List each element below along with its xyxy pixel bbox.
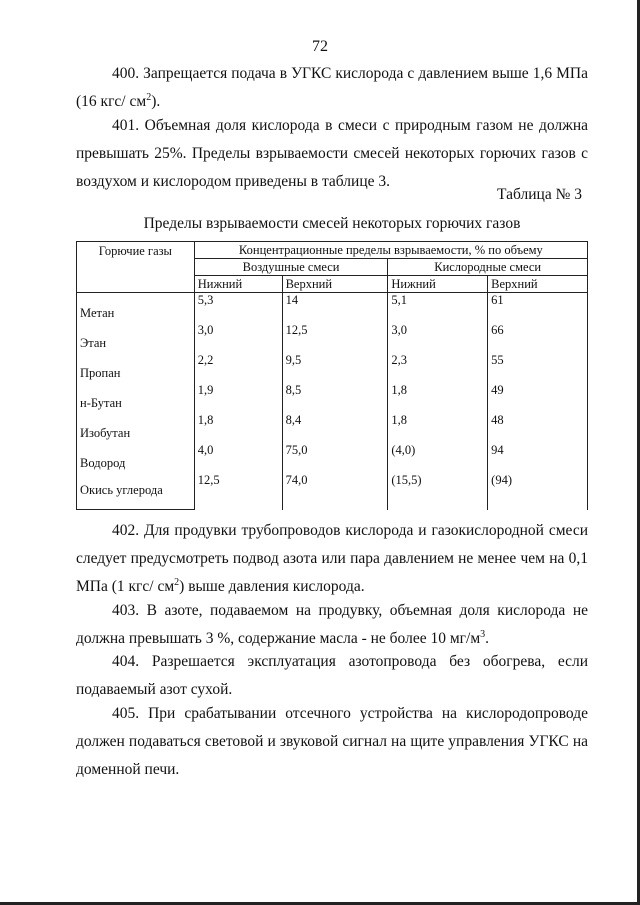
paragraph-number: 400. — [112, 65, 140, 82]
superscript: 2 — [146, 91, 152, 103]
paragraph-402 — [76, 517, 588, 601]
gas-name: Этан — [77, 323, 195, 353]
gas-name: Пропан — [77, 353, 195, 383]
air-lower-value: 2,2 — [194, 353, 282, 383]
oxygen-lower-value: 3,0 — [388, 323, 488, 353]
header-air-mixtures: Воздушные смеси — [194, 259, 388, 276]
paragraph-401 — [76, 112, 588, 196]
oxygen-lower-value: (4,0) — [388, 443, 488, 473]
superscript: 2 — [174, 576, 180, 588]
paragraph-number: 403. — [112, 602, 140, 619]
air-upper-value: 74,0 — [282, 473, 388, 510]
air-lower-value: 3,0 — [194, 323, 282, 353]
table-title: Пределы взрываемости смесей некоторых горючих газов — [143, 215, 521, 232]
oxygen-upper-value: 49 — [488, 383, 588, 413]
gas-name: Изобутан — [77, 413, 195, 443]
air-upper-value: 9,5 — [282, 353, 388, 383]
air-lower-value: 12,5 — [194, 473, 282, 510]
explosion-limits-table — [76, 241, 588, 510]
paragraph-text: Разрешается эксплуатация азотопровода без обогрева, если подаваемый азот сухой. — [76, 653, 589, 698]
paragraph-405 — [76, 700, 588, 784]
oxygen-upper-value: 61 — [488, 293, 588, 324]
table-row — [77, 413, 588, 443]
gas-name: Водород — [77, 443, 195, 473]
table-row — [77, 353, 588, 383]
oxygen-upper-value: 48 — [488, 413, 588, 443]
header-air-upper: Верхний — [282, 276, 388, 293]
oxygen-upper-value: (94) — [488, 473, 588, 510]
oxygen-upper-value: 66 — [488, 323, 588, 353]
table-row — [77, 443, 588, 473]
paragraph-text-end: . — [485, 630, 490, 647]
gas-name: н-Бутан — [77, 383, 195, 413]
page-number: 72 — [312, 38, 328, 55]
air-upper-value: 14 — [282, 293, 388, 324]
header-oxygen-mixtures: Кислородные смеси — [388, 259, 588, 276]
air-lower-value: 1,9 — [194, 383, 282, 413]
header-gas: Горючие газы — [77, 242, 195, 293]
oxygen-upper-value: 94 — [488, 443, 588, 473]
oxygen-upper-value: 55 — [488, 353, 588, 383]
oxygen-lower-value: 1,8 — [388, 383, 488, 413]
paragraph-number: 401. — [112, 117, 140, 134]
oxygen-lower-value: 2,3 — [388, 353, 488, 383]
paragraph-text-end: ) выше давления кислорода. — [179, 578, 365, 595]
table-row — [77, 323, 588, 353]
oxygen-lower-value: 1,8 — [388, 413, 488, 443]
header-oxygen-upper: Верхний — [488, 276, 588, 293]
oxygen-lower-value: (15,5) — [388, 473, 488, 510]
header-limits: Концентрационные пределы взрываемости, % по объему — [194, 242, 587, 259]
paragraph-403 — [76, 597, 588, 653]
superscript: 3 — [480, 628, 486, 640]
paragraph-text: Для продувки трубопроводов кислорода и газокислородной смеси следует предусмотреть подвод азота или пара давлением не менее чем на 0,1 МПа (1 кгс/ см — [76, 522, 588, 595]
gas-name: Метан — [77, 293, 195, 324]
paragraph-number: 404. — [112, 653, 140, 670]
oxygen-lower-value: 5,1 — [388, 293, 488, 324]
paragraph-text: При срабатывании отсечного устройства на кислородопроводе должен подаваться световой и звуковой сигнал на щите управления УГКС на доменной печи. — [76, 705, 588, 778]
header-oxygen-lower: Нижний — [388, 276, 488, 293]
table-row — [77, 293, 588, 324]
paragraph-text-end: ). — [151, 93, 161, 110]
air-upper-value: 8,4 — [282, 413, 388, 443]
table-row — [77, 473, 588, 510]
air-upper-value: 75,0 — [282, 443, 388, 473]
air-lower-value: 1,8 — [194, 413, 282, 443]
paragraph-text: Запрещается подача в УГКС кислорода с давлением выше 1,6 МПа (16 кгс/ см — [76, 65, 588, 110]
paragraph-text: В азоте, подаваемом на продувку, объемная доля кислорода не должна превышать 3 %, содержание масла - не более 10 мг/м — [76, 602, 588, 647]
paragraph-number: 402. — [112, 522, 140, 539]
paragraph-404 — [76, 648, 588, 704]
air-lower-value: 5,3 — [194, 293, 282, 324]
table-caption: Таблица № 3 — [497, 186, 582, 203]
air-upper-value: 8,5 — [282, 383, 388, 413]
paragraph-number: 405. — [112, 705, 140, 722]
header-air-lower: Нижний — [194, 276, 282, 293]
air-upper-value: 12,5 — [282, 323, 388, 353]
paragraph-text: Объемная доля кислорода в смеси с природным газом не должна превышать 25%. Пределы взрываемости смесей некоторых горючих газов с воздухом и кислородом приведены в таблице 3. — [76, 117, 588, 190]
gas-name: Окись углерода — [77, 473, 195, 510]
air-lower-value: 4,0 — [194, 443, 282, 473]
table-row — [77, 383, 588, 413]
paragraph-400 — [76, 60, 588, 116]
